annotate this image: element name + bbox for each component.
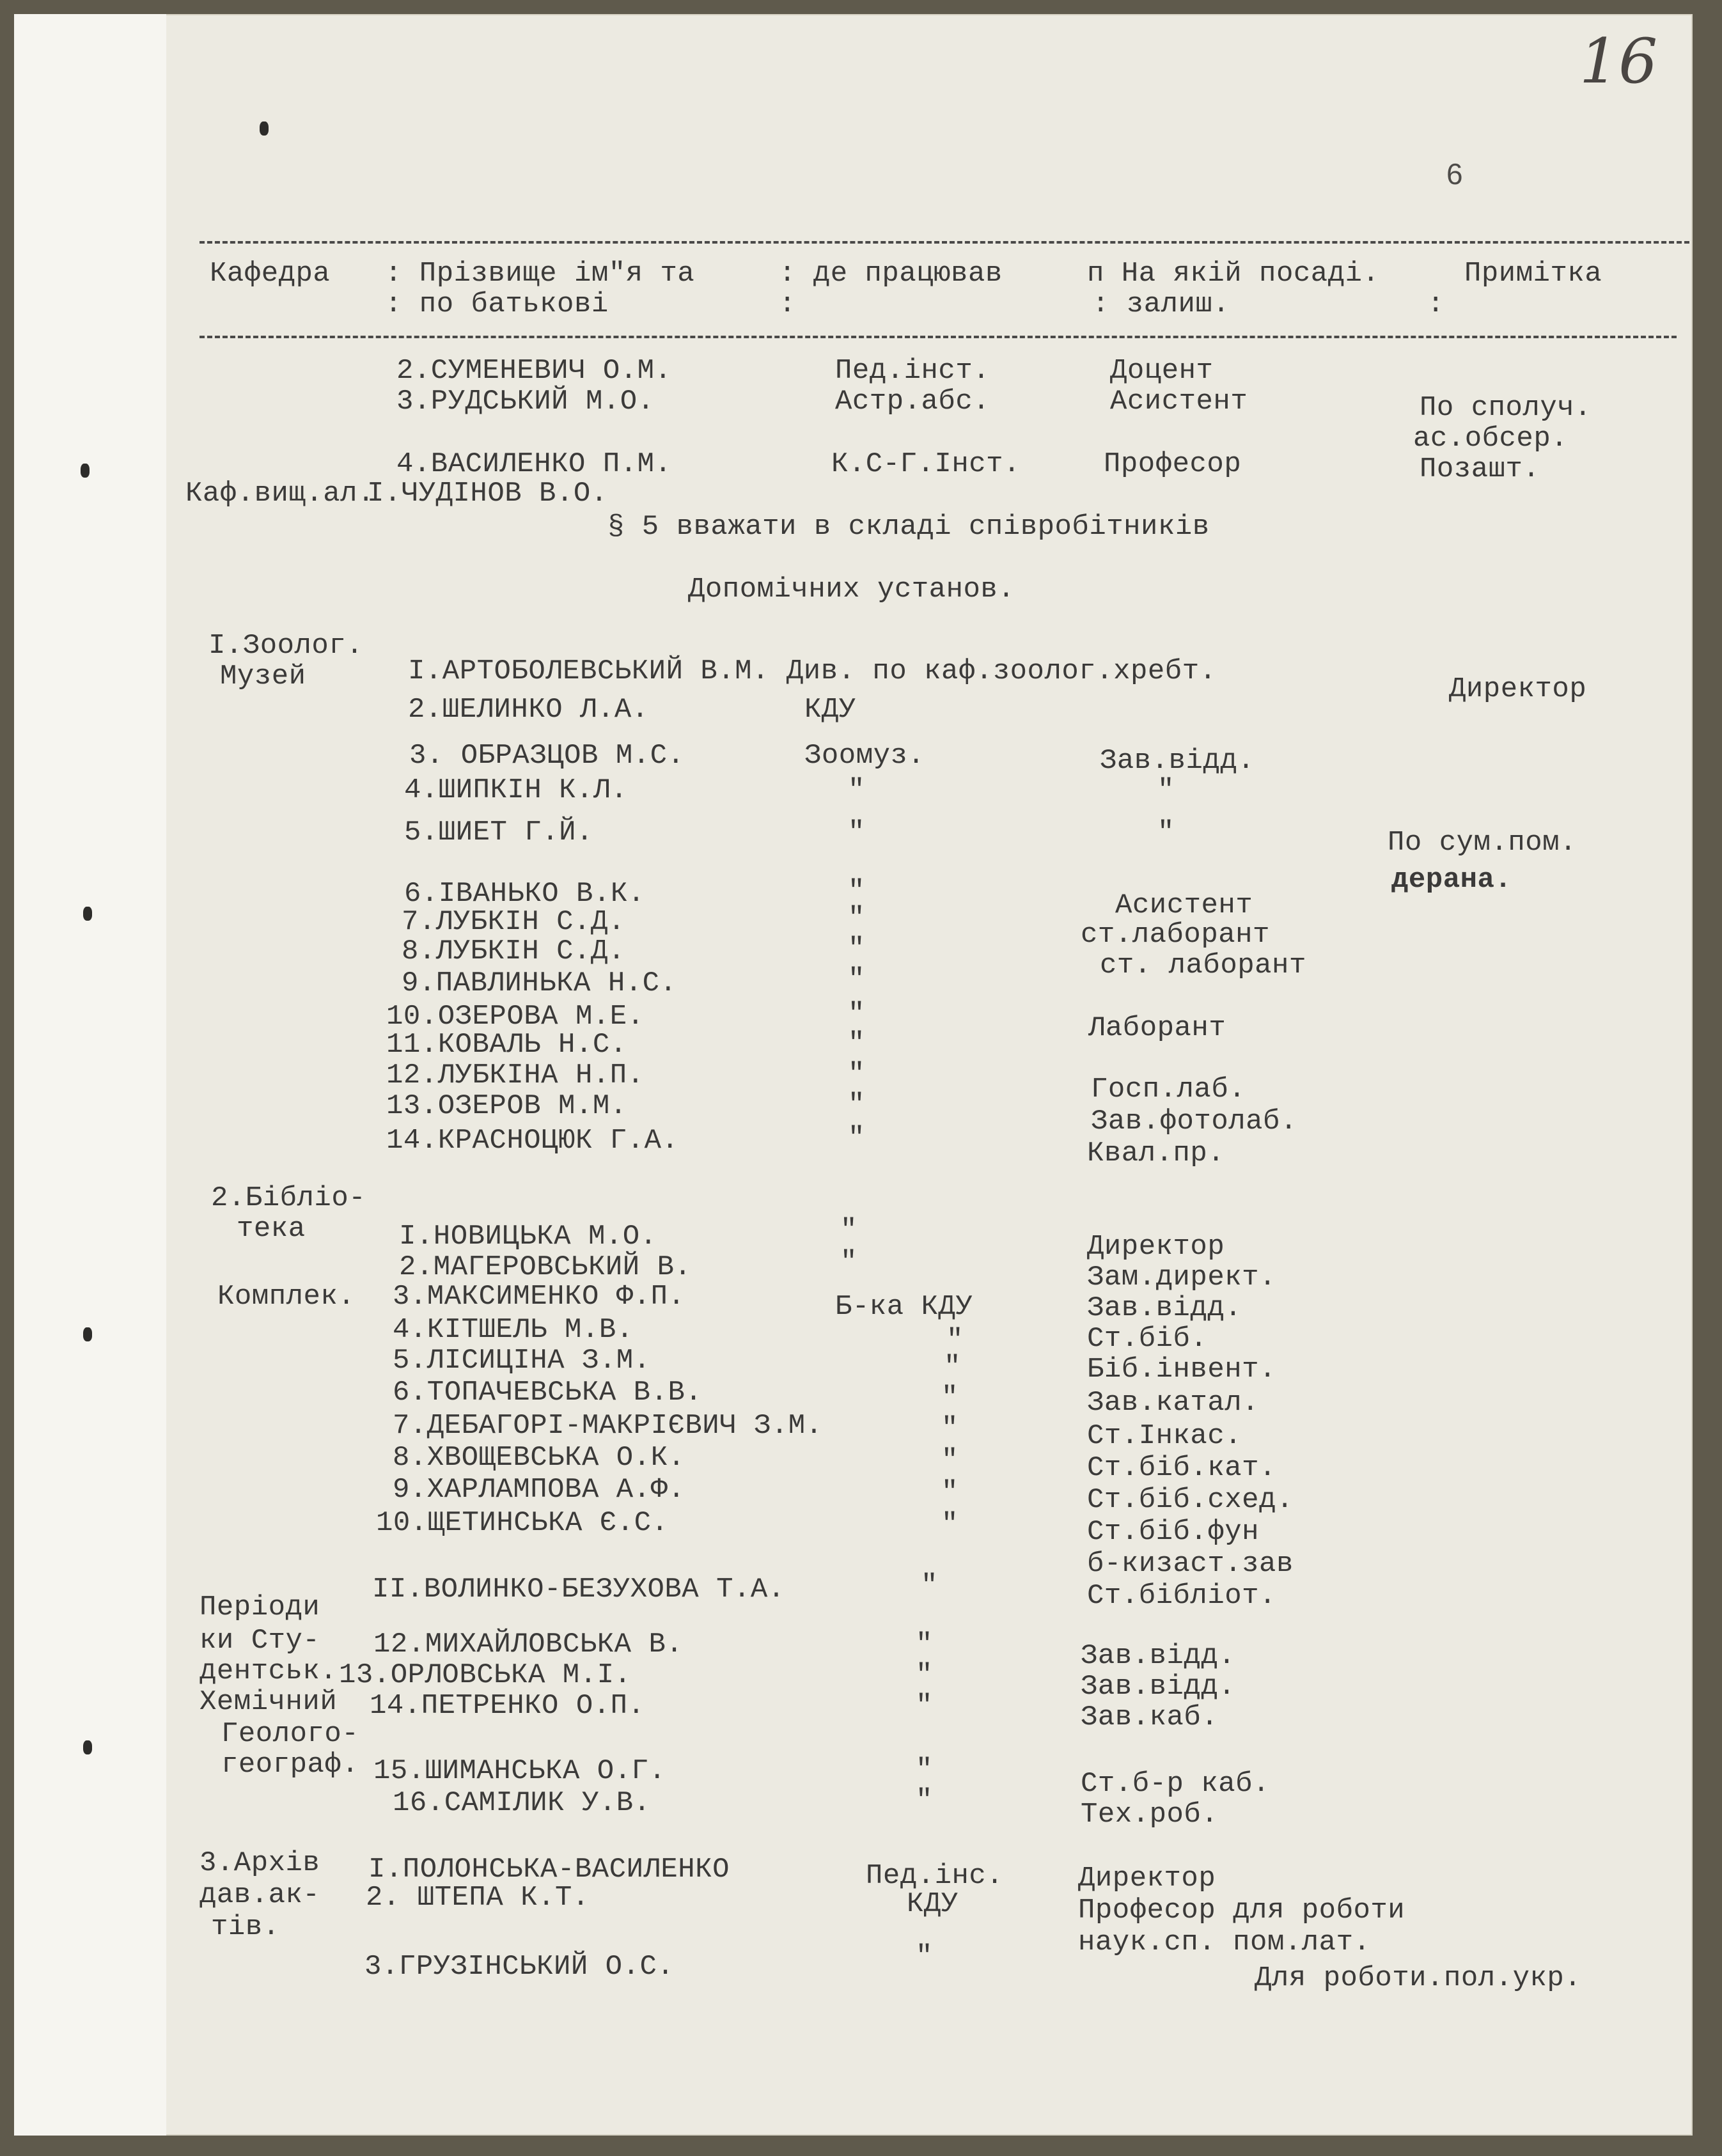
table-row-position: Тех.роб. (1081, 1799, 1219, 1831)
table-row-place: Зоомуз. (804, 740, 925, 772)
table-row-name: 16.САМІЛИК У.В. (393, 1787, 651, 1819)
sheet-number: 16 (1579, 26, 1658, 97)
table-row-name: 4.ШИПКІН К.Л. (404, 774, 628, 806)
table-row-note: ас.обсер. (1413, 423, 1569, 455)
table-row-position: Квал.пр. (1087, 1137, 1225, 1169)
table-row-note: дерана. (1391, 864, 1512, 896)
table-row-name: 7.ДЕБАГОРІ-МАКРІЄВИЧ З.М. (393, 1410, 823, 1442)
table-row-position: ст.лаборант (1081, 919, 1270, 951)
table-row-position: Зав.відд. (1081, 1640, 1236, 1672)
table-row-place: " (916, 1690, 933, 1722)
table-row-name: 5.ЛІСИЦІНА З.М. (393, 1345, 651, 1377)
table-row-place: Пед.інст. (835, 355, 990, 387)
table-row-position: Зам.директ. (1087, 1262, 1276, 1293)
table-row-place: " (840, 1214, 857, 1246)
department-label: 2.Бібліо- (211, 1182, 366, 1214)
table-row-place: " (941, 1382, 959, 1414)
table-row-name: 3. ОБРАЗЦОВ М.С. (409, 740, 685, 772)
header-name-1: : Прізвище ім"я та (385, 258, 695, 290)
table-row-position: Професор (1104, 448, 1242, 480)
department-label: Комплек. (217, 1281, 356, 1313)
table-row-name: 11.КОВАЛЬ Н.С. (386, 1029, 627, 1061)
table-row-name: 2.МАГЕРОВСЬКИЙ В. (399, 1251, 692, 1283)
table-row-name: 9.ПАВЛИНЬКА Н.С. (402, 967, 677, 999)
header-position-1: п На якій посаді. (1087, 258, 1380, 290)
table-row-name: 6.ІВАНЬКО В.К. (404, 878, 645, 910)
table-row-position: Директор (1078, 1863, 1216, 1894)
department-label: географ. (221, 1749, 359, 1781)
table-row-position: ст. лаборант (1100, 949, 1306, 981)
table-row-name: І.АРТОБОЛЕВСЬКИЙ В.М. Див. по каф.зоолог.хребт. (408, 655, 1217, 687)
table-row-name: 2.СУМЕНЕВИЧ О.М. (396, 355, 672, 387)
table-row-place: " (941, 1412, 959, 1444)
table-row-place: КДУ (907, 1888, 959, 1920)
table-row-place: " (941, 1444, 959, 1476)
table-row-name: 13.ОРЛОВСЬКА М.І. (339, 1659, 632, 1691)
table-row-note: Позашт. (1420, 453, 1540, 485)
table-row-place: " (848, 933, 865, 965)
table-row-name: 6.ТОПАЧЕВСЬКА В.В. (393, 1377, 703, 1409)
table-row-name: І.ПОЛОНСЬКА-ВАСИЛЕНКО (368, 1854, 730, 1886)
paper-left-strip (14, 14, 166, 2136)
table-row-position: Лаборант (1088, 1012, 1226, 1044)
department-label: 3.Архів (200, 1847, 320, 1879)
header-note: Примітка (1464, 258, 1602, 290)
page-number: 6 (1446, 157, 1464, 191)
header-rule-bottom (200, 336, 1677, 338)
table-row-position: Зав.відд. (1100, 745, 1255, 777)
binder-hole-mark (83, 1327, 92, 1341)
table-row-note: По сполуч. (1420, 392, 1592, 424)
table-row-place: КДУ (804, 694, 856, 726)
table-row-name: 7.ЛУБКІН С.Д. (402, 906, 625, 938)
table-row-position: Ст.бібліот. (1087, 1580, 1276, 1612)
table-row-place: " (941, 1508, 959, 1540)
table-row-position: Госп.лаб. (1091, 1074, 1246, 1105)
table-row-name: 3.МАКСИМЕНКО Ф.П. (393, 1281, 685, 1313)
header-sep-1: : (779, 288, 796, 320)
table-row-place: " (848, 902, 865, 934)
table-row-position: Зав.каб. (1081, 1701, 1219, 1733)
binder-hole-mark (83, 1740, 92, 1754)
department-label: дав.ак- (200, 1879, 320, 1911)
table-row-place: " (916, 1754, 933, 1786)
table-row-place: " (848, 875, 865, 907)
table-row-place: " (916, 1785, 933, 1816)
table-row-place: Пед.інс. (866, 1860, 1004, 1892)
table-row-name: ІІ.ВОЛИНКО-БЕЗУХОВА Т.А. (372, 1574, 785, 1605)
table-row-place: " (848, 998, 865, 1030)
table-row-position: Зав.катал. (1087, 1387, 1260, 1419)
header-name-2: : по батькові (385, 288, 609, 320)
table-row-place: " (916, 1941, 933, 1972)
table-row-name: 14.КРАСНОЦЮК Г.А. (386, 1125, 679, 1157)
table-row-position: Директор (1087, 1231, 1225, 1263)
table-row-position: Професор для роботи (1078, 1894, 1405, 1926)
table-row-name: 2. ШТЕПА К.Т. (366, 1882, 590, 1914)
table-row-position: Ст.б-р каб. (1081, 1768, 1270, 1800)
table-row-place: " (848, 1027, 865, 1059)
table-row-place: " (944, 1351, 961, 1383)
department-label: Геолого- (221, 1718, 359, 1750)
table-row-position: Доцент (1110, 355, 1214, 387)
department-label: Музей (220, 660, 306, 692)
table-row-name: 3.РУДСЬКИЙ М.О. (396, 386, 655, 418)
table-row-position: Асистент (1115, 889, 1253, 921)
table-row-position: Ст.біб. (1087, 1323, 1208, 1355)
section-title: § 5 вважати в складі співробітників (607, 511, 1210, 543)
department-label: Періоди (200, 1591, 320, 1623)
table-row-position: б-кизаст.зав (1087, 1548, 1294, 1580)
binder-hole-mark (81, 464, 90, 478)
table-row-name: 4.ВАСИЛЕНКО П.М. (396, 448, 672, 480)
department-label: І.Зоолог. (208, 630, 364, 662)
table-row-name: 15.ШИМАНСЬКА О.Г. (373, 1755, 666, 1787)
section-title: Допомічних установ. (688, 574, 1015, 605)
table-row-place: " (848, 1089, 865, 1121)
table-row-position: Ст.біб.фун (1087, 1516, 1260, 1548)
table-row-name: 12.МИХАЙЛОВСЬКА В. (373, 1629, 684, 1660)
table-row-position: Зав.фотолаб. (1091, 1105, 1297, 1137)
paper-speck (260, 121, 269, 136)
table-row-position: Ст.біб.схед. (1087, 1484, 1294, 1516)
table-row-place: К.С-Г.Інст. (831, 448, 1021, 480)
table-row-name: 10.ЩЕТИНСЬКА Є.С. (376, 1507, 669, 1539)
table-row-name: 12.ЛУБКІНА Н.П. (386, 1059, 645, 1091)
table-row-place: " (848, 774, 865, 806)
table-row-name: 8.ЛУБКІН С.Д. (402, 935, 625, 967)
table-row-position: " (1157, 816, 1175, 848)
table-row-name: 8.ХВОЩЕВСЬКА О.К. (393, 1442, 685, 1474)
table-row-place: " (848, 1122, 865, 1154)
table-row-name: 13.ОЗЕРОВ М.М. (386, 1090, 627, 1122)
table-row-place: " (921, 1570, 938, 1602)
table-row-position: Асистент (1110, 386, 1248, 418)
table-row-place: Б-ка КДУ (835, 1291, 973, 1323)
table-row-place: " (941, 1476, 959, 1508)
table-row-name: 4.КІТШЕЛЬ М.В. (393, 1314, 634, 1346)
header-department: Кафедра (210, 258, 331, 290)
department-label: тека (237, 1213, 306, 1245)
department-label: ки Сту- (200, 1625, 320, 1657)
table-row-name: 3.ГРУЗІНСЬКИЙ О.С. (364, 1951, 675, 1983)
table-row-position: наук.сп. пом.лат. (1078, 1926, 1371, 1958)
table-row-name: 2.ШЕЛИНКО Л.А. (408, 694, 649, 726)
table-row-department: Каф.вищ.ал. (185, 478, 375, 510)
header-rule-top (200, 241, 1689, 244)
table-row-place: " (946, 1324, 964, 1356)
department-label: Хемічний (200, 1686, 338, 1718)
table-row-position: Ст.біб.кат. (1087, 1452, 1276, 1484)
table-row-name: 14.ПЕТРЕНКО О.П. (370, 1690, 645, 1722)
table-row-name: І.НОВИЦЬКА М.О. (399, 1221, 657, 1253)
table-row-place: " (848, 1058, 865, 1090)
table-row-position: " (1157, 774, 1175, 806)
table-row-place: " (916, 1659, 933, 1691)
table-row-place: " (916, 1629, 933, 1660)
table-row-place: " (848, 964, 865, 996)
table-row-name: І.ЧУДІНОВ В.О. (367, 478, 608, 510)
department-label: дентськ. (200, 1655, 338, 1687)
header-position-2: : залиш. (1092, 288, 1230, 320)
binder-hole-mark (83, 907, 92, 921)
department-label: тів. (211, 1911, 280, 1943)
table-row-position: Зав.відд. (1081, 1671, 1236, 1703)
table-row-position: Біб.інвент. (1087, 1354, 1276, 1386)
table-row-position: Зав.відд. (1087, 1292, 1242, 1324)
table-row-position: Директор (1449, 673, 1587, 705)
table-row-note: По сум.пом. (1388, 827, 1577, 859)
table-row-name: 9.ХАРЛАМПОВА А.Ф. (393, 1474, 685, 1506)
header-sep-2: : (1427, 288, 1444, 320)
header-worked: : де працював (779, 258, 1003, 290)
table-row-name: 5.ШИЕТ Г.Й. (404, 816, 593, 848)
table-row-position: Ст.Інкас. (1087, 1420, 1242, 1452)
table-row-name: 10.ОЗЕРОВА М.Е. (386, 1001, 645, 1033)
table-row-place: " (840, 1246, 857, 1278)
table-row-position: Для роботи.пол.укр. (1255, 1962, 1582, 1994)
table-row-place: Астр.абс. (835, 386, 990, 418)
table-row-place: " (848, 816, 865, 848)
